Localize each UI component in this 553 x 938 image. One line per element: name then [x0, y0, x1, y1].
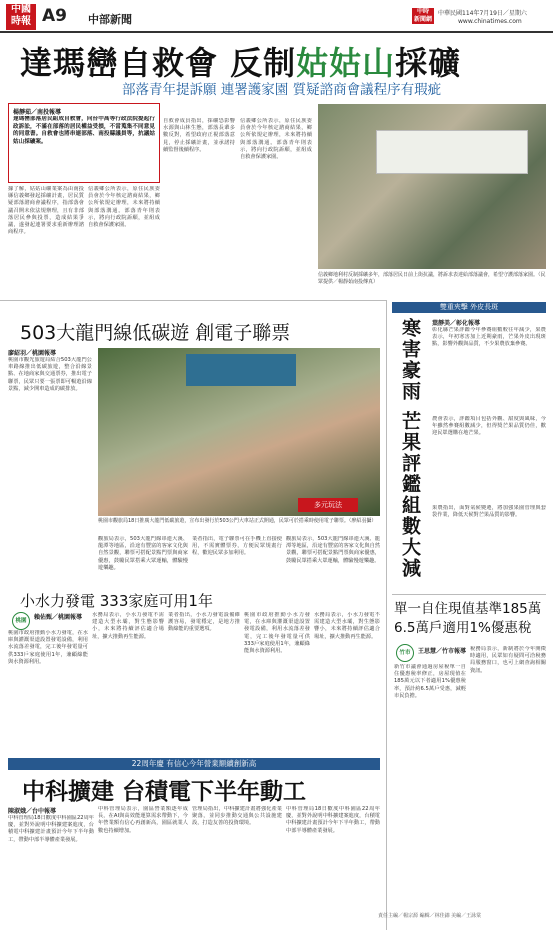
article-body: 彰化縣芒果評鑑今年參賽組數較往年減少，果農表示，年初寒害加上近期豪雨，芒果外皮出現斑點，影響外觀與品質，不少果農放棄參賽。 [432, 327, 546, 348]
lead-paragraph: 達瑪巒部落居民組成自救會，向台中高等行政法院提起行政訴訟，不滿在部落的居民權益受損，不當蒐集不同意見的同意書。自救會也將串連部落、南投縣議員等，抗議姑姑山採礦案。 [13, 116, 155, 145]
article-body: 業者指出，小水力發電設備維護容易，發電穩定，是地方推動綠能的重要選項。 [168, 612, 240, 633]
newspaper-logo: 中國 時報 [6, 4, 36, 30]
main-subheadline: 部落青年提訴願 連署護家園 質疑諮商會議程序有瑕疵 [122, 82, 442, 98]
section-name: 中部新聞 [88, 13, 132, 26]
article-body: 管理局指出，中科擴建計畫將強化產業聚落，並同步推動交通與公共設施建設，打造友善的投資環境。 [192, 806, 282, 827]
article-body: 中科管理局表示，園區營業額逐年成長，在AI與高效能運算需求帶動下，今年營業額有信心再創新高，園區就業人數也持續增加。 [98, 806, 188, 834]
article-body: 果農指出，面對氣候變遷，將加強果園管理與套袋作業，降低天候對芒果品質的影響。 [432, 505, 546, 519]
sidebar-header: 雙重夾擊 外皮長斑 [392, 302, 546, 313]
website-link[interactable]: www.chinatimes.com [458, 18, 522, 25]
article-body: 自救會成員指出，採礦恐影響水源與山林生態，部落長輩多數反對，希望政府正視部落意見，停止採礦計畫，並承諾持續監督後續程序。 [163, 118, 235, 153]
byline: 楊靜茹／南投報導 [13, 109, 62, 116]
article-body: 桃園市政府推動小水力發電，在水庫與灌溉渠道設置發電設備，利用水流落差發電，完工後年發電量可供333戶家庭使用1年，兼顧綠能與水資源利用。 [8, 630, 88, 665]
article-body: 中科管理局18日歡度中科園區22周年慶，並對外說明中科擴建案進度，台積電中科擴建計畫預計今年下半年動工，帶動中部半導體產業發展。 [8, 815, 94, 843]
story-headline: 小水力發電 333家庭可用1年 [20, 592, 213, 610]
article-body: 觀旅局表示，503大龍門線串連大溪、龍潭等地區，沿途有豐富的客家文化與自然景觀，聯票可搭配景點門票與商家優惠，鼓勵民眾搭乘大眾運輸，體驗慢遊樂趣。 [286, 536, 380, 564]
column-divider [386, 300, 387, 930]
issue-date: 中華民國114年7月19日／星期六 [438, 10, 527, 17]
stage-screen [186, 354, 296, 386]
editor-credits: 責任主編／楊宗源 編輯／林佳錦 美編／王詠棠 [378, 913, 482, 919]
byline: 王思慧／竹市報導 [418, 648, 467, 655]
region-badge: 竹市 [396, 644, 414, 662]
main-headline: 達瑪巒自救會 反制姑姑山採礦 [20, 44, 462, 82]
article-body: 信義鄉公所表示，原住民族委員會於今年核定諮商結果，鄉公所依規定辦理，未來將持續與部落溝通。部落青年則表示，將向行政院訴願，並組成自救會保護家園。 [240, 118, 312, 161]
masthead-divider [0, 31, 553, 33]
byline: 葉靜美／彰化報導 [432, 320, 481, 327]
protest-photo [318, 104, 546, 269]
byline: 廖紹羽／桃園報導 [8, 350, 57, 357]
story-headline: 中科擴建 台積電下半年動工 [22, 779, 307, 805]
sidebar-vertical-title: 寒害豪雨 芒果評鑑組數大減 [399, 318, 421, 579]
lead-box [8, 103, 160, 183]
article-body: 中科管理局18日歡度中科園區22周年慶，並對外說明中科擴建案進度，台積電中科擴建計畫預計今年下半年動工，帶動中部半導體產業發展。 [286, 806, 380, 834]
divider [0, 300, 386, 301]
region-badge: 桃園 [12, 612, 30, 630]
article-body: 水務局表示，小水力發電不需建造大型水壩，對生態影響小，未來將持續評估適合場址，擴大推動再生能源。 [314, 612, 380, 640]
article-body: 據了解，姑姑山礦業案為由南投縣信義鄉發起採礦計畫，居民質疑部落諮商會議程序，指部落會議召開未依法規辦理，且有非部落居民參與投票，造成結果爭議，遂發起連署要求重新辦理諮商程序。 [8, 186, 84, 236]
brand-logo: 中時 新聞網 [413, 8, 432, 23]
photo-caption: 桃園市觀旅局18日推廣大龍門低碳旅遊，宣布出發行於503公門大車站正式開通，民眾可於搭乘時使用電子聯票。（廖紹羽攝） [98, 518, 377, 524]
protest-banner [376, 130, 528, 174]
article-body: 稅務局表示，新制將於今年開徵時適用，民眾如有疑問可洽稅務局服務窗口，也可上網查詢相關資訊。 [470, 646, 546, 674]
story-headline: 單一自住現值基準185萬 6.5萬戶適用1%優惠稅 [394, 601, 542, 636]
event-photo [98, 348, 380, 516]
article-body: 信義鄉公所表示，原住民族委員會於今年核定諮商結果，鄉公所依規定辦理，未來將持續與部落溝通。部落青年則表示，將向行政院訴願，並組成自救會保護家園。 [88, 186, 160, 229]
photo-caption: 信義鄉地利村反制採礦多年，部落居民日前上街抗議，將訴求表達給部落議會，希望守護部落家園。（民眾提供／楊靜茹南投傳真） [318, 272, 546, 285]
masthead [0, 0, 553, 33]
article-body: 觀旅局表示，503大龍門線串連大溪、龍潭等地區，沿途有豐富的客家文化與自然景觀，聯票可搭配景點門票與商家優惠，鼓勵民眾搭乘大眾運輸，體驗慢遊樂趣。 [98, 536, 188, 571]
photo-tag: 多元玩法 [298, 498, 358, 512]
article-body: 水務局表示，小水力發電不需建造大型水壩，對生態影響小，未來將持續評估適合場址，擴大推動再生能源。 [92, 612, 164, 640]
article-body: 桃園市政府推動小水力發電，在水庫與灌溉渠道設置發電設備，利用水流落差發電，完工後年發電量可供333戶家庭使用1年，兼顧綠能與水資源利用。 [244, 612, 310, 655]
byline: 陳淑娥／台中報導 [8, 808, 57, 815]
page-number: A9 [42, 6, 67, 26]
article-body: 農會表示，評鑑項目包括外觀、甜度與風味，今年雖然參賽組數減少，但得獎芒果品質仍佳，歡迎民眾選購在地芒果。 [432, 416, 546, 437]
anniversary-banner: 22周年慶 有信心今年營業額續創新高 [8, 758, 380, 770]
article-body: 桃園市觀光旅遊局結合503大龍門公車路線推出低碳旅遊，整合沿線景點、在地商家與交通票券，推出電子聯票，民眾只要一張票即可暢遊沿線景點，減少開車造成的碳排放。 [8, 357, 92, 392]
article-body: 新竹市議會通過房屋稅單一自住優惠稅率修正，房屋現值在185萬元以下者適用1%優惠稅率，預計約6.5萬戶受惠，減輕市民負擔。 [394, 664, 466, 699]
byline: 賴佑甄／桃園報導 [34, 614, 83, 621]
story-headline: 503大龍門線低碳遊 創電子聯票 [20, 322, 291, 344]
divider [392, 594, 546, 595]
article-body: 業者指出，電子聯票可在手機上直接使用，不需實體票券，方便民眾規畫行程，歡迎民眾多加利用。 [192, 536, 282, 557]
